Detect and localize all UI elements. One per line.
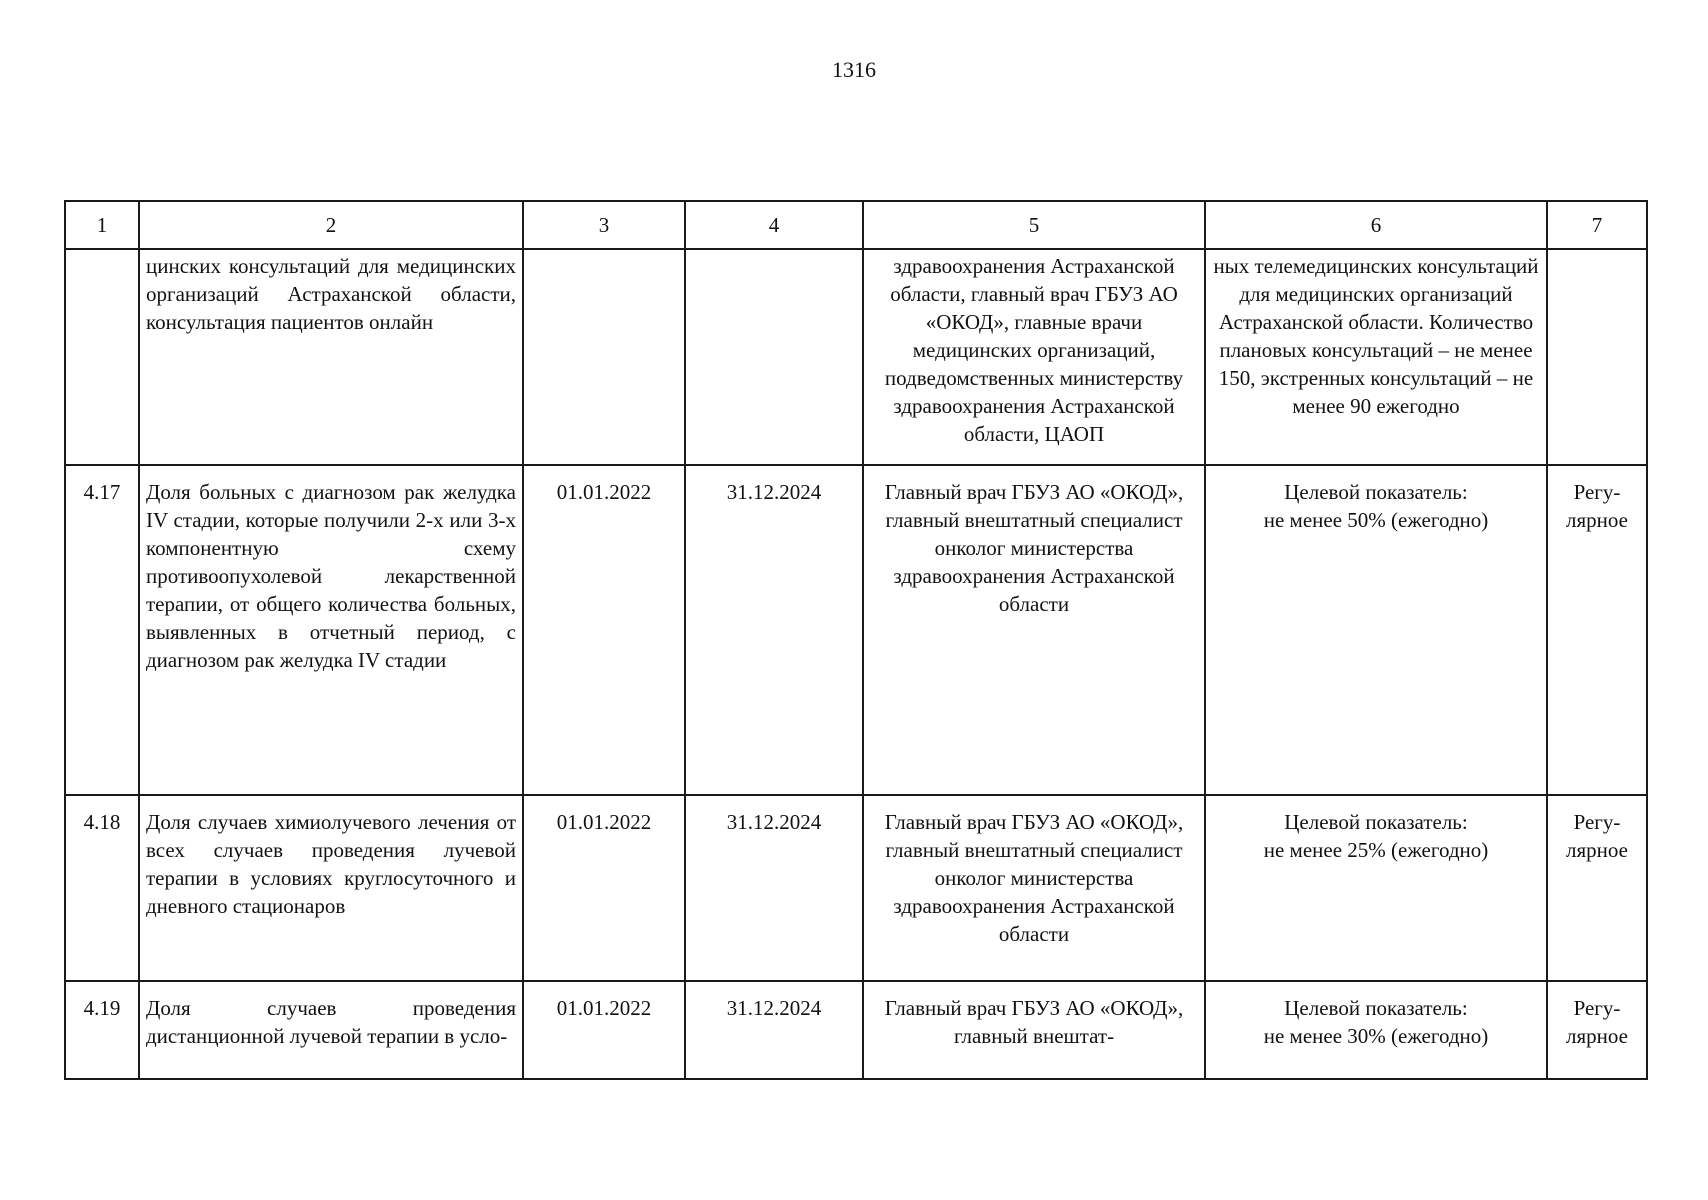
header-row bbox=[65, 201, 1647, 249]
page-number: 1316 bbox=[832, 57, 876, 82]
table-row bbox=[65, 795, 1647, 981]
row-description: Доля случаев химиолучевого лечения от всех случаев проведения лучевой терапии в условиях круглосуточного и дневного стационаров bbox=[139, 795, 523, 981]
row-description: Доля случаев проведения дистанционной лучевой терапии в усло- bbox=[139, 981, 523, 1079]
column-header-2: 2 bbox=[139, 201, 523, 249]
table-row bbox=[65, 465, 1647, 795]
row-end-date: 31.12.2024 bbox=[685, 795, 863, 981]
row-result: ных телемедицинских консультаций для медицинских организаций Астраханской области. Количество плановых консультаций – не менее 150, экстренных консультаций – не менее 90 ежегодно bbox=[1205, 249, 1547, 465]
table-row bbox=[65, 981, 1647, 1079]
row-responsible: Главный врач ГБУЗ АО «ОКОД», главный внештатный специалист онколог министерства здравоохранения Астраханской области bbox=[863, 465, 1205, 795]
row-result: Целевой показатель: не менее 50% (ежегодно) bbox=[1205, 465, 1547, 795]
row-start-date: 01.01.2022 bbox=[523, 981, 685, 1079]
row-type: Регу- лярное bbox=[1547, 465, 1647, 795]
row-number: 4.19 bbox=[65, 981, 139, 1079]
row-result: Целевой показатель: не менее 30% (ежегодно) bbox=[1205, 981, 1547, 1079]
column-header-5: 5 bbox=[863, 201, 1205, 249]
row-description: Доля больных с диагнозом рак желудка IV стадии, которые получили 2-х или 3-х компонентную схему противоопухолевой лекарственной терапии, от общего количества больных, выявленных в отчетный период, с диагнозом рак желудка IV стадии bbox=[139, 465, 523, 795]
row-number bbox=[65, 249, 139, 465]
row-number: 4.18 bbox=[65, 795, 139, 981]
row-type bbox=[1547, 249, 1647, 465]
row-end-date: 31.12.2024 bbox=[685, 465, 863, 795]
column-header-1: 1 bbox=[65, 201, 139, 249]
row-end-date bbox=[685, 249, 863, 465]
column-header-4: 4 bbox=[685, 201, 863, 249]
row-responsible: Главный врач ГБУЗ АО «ОКОД», главный внештат- bbox=[863, 981, 1205, 1079]
row-type: Регу- лярное bbox=[1547, 795, 1647, 981]
row-description: цинских консультаций для медицинских организаций Астраханской области, консультация пациентов онлайн bbox=[139, 249, 523, 465]
row-end-date: 31.12.2024 bbox=[685, 981, 863, 1079]
row-result: Целевой показатель: не менее 25% (ежегодно) bbox=[1205, 795, 1547, 981]
table-row bbox=[65, 249, 1647, 465]
row-responsible: здравоохранения Астраханской области, главный врач ГБУЗ АО «ОКОД», главные врачи медицинских организаций, подведомственных министерству здравоохранения Астраханской области, ЦАОП bbox=[863, 249, 1205, 465]
row-start-date: 01.01.2022 bbox=[523, 795, 685, 981]
plan-table bbox=[64, 200, 1648, 1080]
row-type: Регу- лярное bbox=[1547, 981, 1647, 1079]
row-responsible: Главный врач ГБУЗ АО «ОКОД», главный внештатный специалист онколог министерства здравоохранения Астраханской области bbox=[863, 795, 1205, 981]
row-start-date: 01.01.2022 bbox=[523, 465, 685, 795]
row-number: 4.17 bbox=[65, 465, 139, 795]
column-header-6: 6 bbox=[1205, 201, 1547, 249]
column-header-7: 7 bbox=[1547, 201, 1647, 249]
row-start-date bbox=[523, 249, 685, 465]
column-header-3: 3 bbox=[523, 201, 685, 249]
